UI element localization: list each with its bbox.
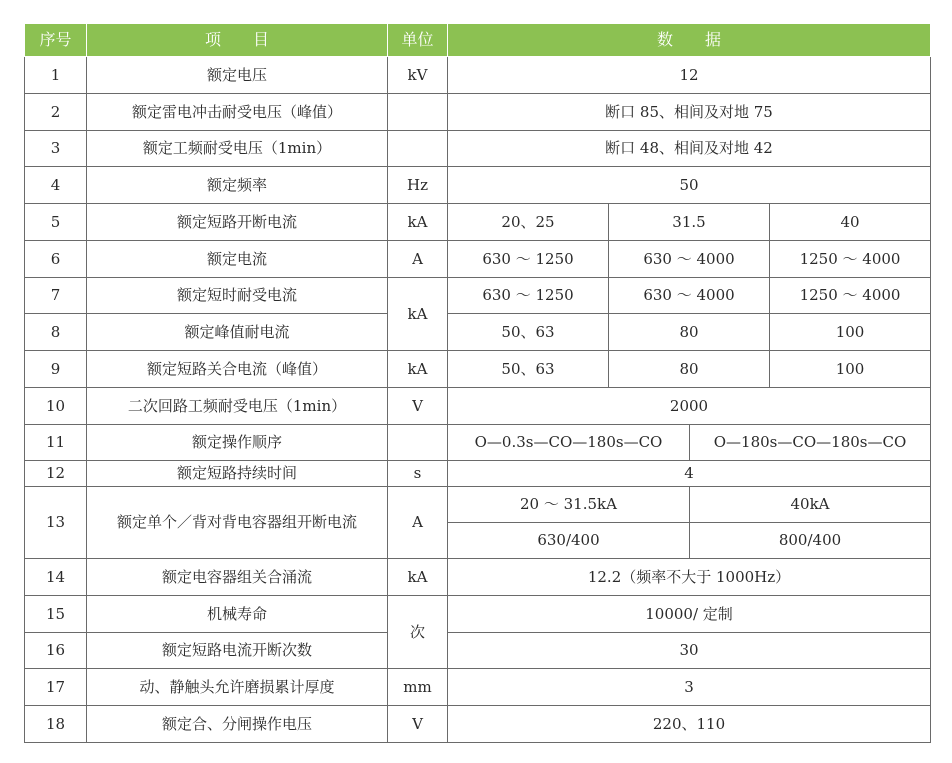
row-no: 12 bbox=[25, 461, 87, 486]
row-value: 4 bbox=[448, 461, 931, 486]
row-item: 动、静触头允许磨损累计厚度 bbox=[87, 669, 388, 706]
row-unit: kV bbox=[388, 57, 448, 94]
row-value: 50 bbox=[448, 167, 931, 204]
row-value: 3 bbox=[448, 669, 931, 706]
row-item: 额定雷电冲击耐受电压（峰值） bbox=[87, 93, 388, 130]
row-value: 断口 85、相间及对地 75 bbox=[448, 93, 931, 130]
row-value-2: O—180s—CO—180s—CO bbox=[690, 424, 931, 461]
header-no: 序号 bbox=[25, 24, 87, 57]
row-no: 15 bbox=[25, 595, 87, 632]
row-unit: 次 bbox=[388, 595, 448, 669]
row-value-3: 100 bbox=[770, 351, 931, 388]
row-value-2: 630 ～ 4000 bbox=[609, 277, 770, 314]
row-item: 额定短路电流开断次数 bbox=[87, 632, 388, 669]
table-header-row bbox=[25, 24, 931, 57]
table-row bbox=[25, 559, 931, 596]
table-row bbox=[25, 93, 931, 130]
row-value: 30 bbox=[448, 632, 931, 669]
table-row bbox=[25, 632, 931, 669]
row-item: 机械寿命 bbox=[87, 595, 388, 632]
row-value-1: 20 ～ 31.5kA bbox=[448, 486, 690, 522]
table-row bbox=[25, 486, 931, 522]
row-item: 额定短路开断电流 bbox=[87, 204, 388, 241]
row-value: 220、110 bbox=[448, 706, 931, 743]
row-unit: Hz bbox=[388, 167, 448, 204]
table-row bbox=[25, 130, 931, 167]
row-no: 18 bbox=[25, 706, 87, 743]
row-value-1: O—0.3s—CO—180s—CO bbox=[448, 424, 690, 461]
row-value-2: 80 bbox=[609, 351, 770, 388]
row-item: 二次回路工频耐受电压（1min） bbox=[87, 387, 388, 424]
table-row bbox=[25, 204, 931, 241]
row-unit: kA bbox=[388, 204, 448, 241]
table-row bbox=[25, 314, 931, 351]
table-row bbox=[25, 706, 931, 743]
table-row bbox=[25, 461, 931, 486]
row-value-1: 50、63 bbox=[448, 314, 609, 351]
row-value-4: 800/400 bbox=[690, 522, 931, 558]
row-unit: V bbox=[388, 706, 448, 743]
row-item: 额定频率 bbox=[87, 167, 388, 204]
row-no: 1 bbox=[25, 57, 87, 94]
row-value-1: 50、63 bbox=[448, 351, 609, 388]
row-no: 14 bbox=[25, 559, 87, 596]
row-unit: s bbox=[388, 461, 448, 486]
row-value-3: 630/400 bbox=[448, 522, 690, 558]
row-item: 额定电压 bbox=[87, 57, 388, 94]
row-value-3: 1250 ～ 4000 bbox=[770, 277, 931, 314]
row-value-2: 31.5 bbox=[609, 204, 770, 241]
row-no: 5 bbox=[25, 204, 87, 241]
row-value-3: 40 bbox=[770, 204, 931, 241]
row-item: 额定工频耐受电压（1min） bbox=[87, 130, 388, 167]
row-item: 额定电容器组关合涌流 bbox=[87, 559, 388, 596]
table-row bbox=[25, 240, 931, 277]
spec-table bbox=[24, 23, 931, 743]
row-unit bbox=[388, 130, 448, 167]
row-value-3: 100 bbox=[770, 314, 931, 351]
table-row bbox=[25, 387, 931, 424]
row-unit bbox=[388, 424, 448, 461]
row-value: 10000/ 定制 bbox=[448, 595, 931, 632]
row-unit: kA bbox=[388, 559, 448, 596]
row-no: 11 bbox=[25, 424, 87, 461]
row-value-2: 80 bbox=[609, 314, 770, 351]
table-row bbox=[25, 167, 931, 204]
row-no: 8 bbox=[25, 314, 87, 351]
row-item: 额定合、分闸操作电压 bbox=[87, 706, 388, 743]
header-unit: 单位 bbox=[388, 24, 448, 57]
row-value: 断口 48、相间及对地 42 bbox=[448, 130, 931, 167]
row-item: 额定峰值耐电流 bbox=[87, 314, 388, 351]
header-item: 项 目 bbox=[87, 24, 388, 57]
row-unit bbox=[388, 93, 448, 130]
row-unit: kA bbox=[388, 351, 448, 388]
header-data: 数 据 bbox=[448, 24, 931, 57]
row-item: 额定电流 bbox=[87, 240, 388, 277]
table-row bbox=[25, 595, 931, 632]
row-item: 额定短路持续时间 bbox=[87, 461, 388, 486]
row-value-3: 1250 ～ 4000 bbox=[770, 240, 931, 277]
table-row bbox=[25, 424, 931, 461]
table-row bbox=[25, 277, 931, 314]
row-no: 17 bbox=[25, 669, 87, 706]
table-row bbox=[25, 351, 931, 388]
row-value-2: 40kA bbox=[690, 486, 931, 522]
row-no: 3 bbox=[25, 130, 87, 167]
row-no: 16 bbox=[25, 632, 87, 669]
row-no: 4 bbox=[25, 167, 87, 204]
row-unit: A bbox=[388, 486, 448, 559]
row-value-2: 630 ～ 4000 bbox=[609, 240, 770, 277]
row-no: 13 bbox=[25, 486, 87, 559]
row-item: 额定短路关合电流（峰值） bbox=[87, 351, 388, 388]
row-no: 7 bbox=[25, 277, 87, 314]
row-item: 额定操作顺序 bbox=[87, 424, 388, 461]
row-value-1: 20、25 bbox=[448, 204, 609, 241]
row-unit: mm bbox=[388, 669, 448, 706]
row-value: 12.2（频率不大于 1000Hz） bbox=[448, 559, 931, 596]
row-value-1: 630 ～ 1250 bbox=[448, 277, 609, 314]
row-no: 9 bbox=[25, 351, 87, 388]
row-value: 2000 bbox=[448, 387, 931, 424]
row-unit: V bbox=[388, 387, 448, 424]
table-row bbox=[25, 57, 931, 94]
row-value-1: 630 ～ 1250 bbox=[448, 240, 609, 277]
row-no: 10 bbox=[25, 387, 87, 424]
row-no: 2 bbox=[25, 93, 87, 130]
row-item: 额定短时耐受电流 bbox=[87, 277, 388, 314]
row-unit: kA bbox=[388, 277, 448, 351]
row-unit: A bbox=[388, 240, 448, 277]
row-value: 12 bbox=[448, 57, 931, 94]
row-item: 额定单个／背对背电容器组开断电流 bbox=[87, 486, 388, 559]
table-row bbox=[25, 669, 931, 706]
row-no: 6 bbox=[25, 240, 87, 277]
